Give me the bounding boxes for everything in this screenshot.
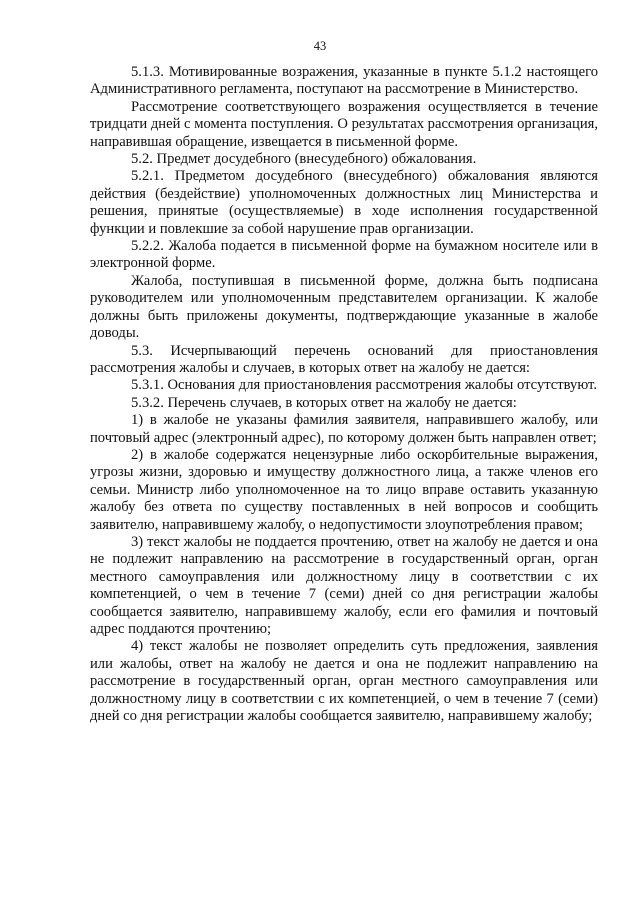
paragraph-5-3-1: 5.3.1. Основания для приостановления рассмотрения жалобы отсутствуют. xyxy=(131,377,597,394)
paragraph-complaint-signature: Жалоба, поступившая в письменной форме, должна быть подписана руководителем или уполномоченным представителем организации. К жалобе должны быть приложены документы, подтверждающие указанные в жалобе доводы. xyxy=(90,272,598,342)
paragraph-5-2-1: 5.2.1. Предметом досудебного (внесудебного) обжалования являются действия (бездействие) уполномоченных должностных лиц Министерства и решения, принятые (осуществляемые) в ходе исполнения государственной функции и повлекшие за собой нарушение прав организации. xyxy=(90,168,598,237)
paragraph-5-2-heading: 5.2. Предмет досудебного (внесудебного) обжалования. xyxy=(131,151,477,168)
page-number: 43 xyxy=(313,39,327,53)
paragraph-5-3-2: 5.3.2. Перечень случаев, в которых ответ на жалобу не дается: xyxy=(131,394,517,411)
document-body xyxy=(90,64,598,725)
paragraph-5-2-2: 5.2.2. Жалоба подается в письменной форме на бумажном носителе или в электронной форме. xyxy=(90,238,598,272)
paragraph-5-1-3: 5.1.3. Мотивированные возражения, указанные в пункте 5.1.2 настоящего Административного регламента, поступают на рассмотрение в Министерство. xyxy=(90,64,598,98)
list-item-1: 1) в жалобе не указаны фамилия заявителя, направившего жалобу, или почтовый адрес (электронный адрес), по которому должен быть направлен ответ; xyxy=(90,412,598,446)
paragraph-review-period: Рассмотрение соответствующего возражения осуществляется в течение тридцати дней с момента поступления. О результатах рассмотрения организация, направившая обращение, извещается в письменной форме. xyxy=(90,98,598,150)
list-item-2: 2) в жалобе содержатся нецензурные либо оскорбительные выражения, угрозы жизни, здоровью и имуществу должностного лица, а также членов его семьи. Министр либо уполномоченное на то лицо вправе оставить указанную жалобу без ответа по существу поставленных в ней вопросов и сообщить заявителю, направившему жалобу, о недопустимости злоупотребления правом; xyxy=(90,446,598,533)
paragraph-5-3-heading: 5.3. Исчерпывающий перечень оснований для приостановления рассмотрения жалобы и случаев, в которых ответ на жалобу не дается: xyxy=(90,342,598,376)
list-item-3: 3) текст жалобы не поддается прочтению, ответ на жалобу не дается и она не подлежит направлению на рассмотрение в государственный орган, орган местного самоуправления или должностному лицу в соответствии с их компетенцией, о чем в течение 7 (семи) дней со дня регистрации жалобы сообщается заявителю, направившему жалобу, если его фамилия и почтовый адрес поддаются прочтению; xyxy=(90,533,598,637)
list-item-4: 4) текст жалобы не позволяет определить суть предложения, заявления или жалобы, ответ на жалобу не дается и она не подлежит направлению на рассмотрение в государственный орган, орган местного самоуправления или должностному лицу в соответствии с их компетенцией, о чем в течение 7 (семи) дней со дня регистрации жалобы сообщается заявителю, направившему жалобу; xyxy=(90,638,598,725)
